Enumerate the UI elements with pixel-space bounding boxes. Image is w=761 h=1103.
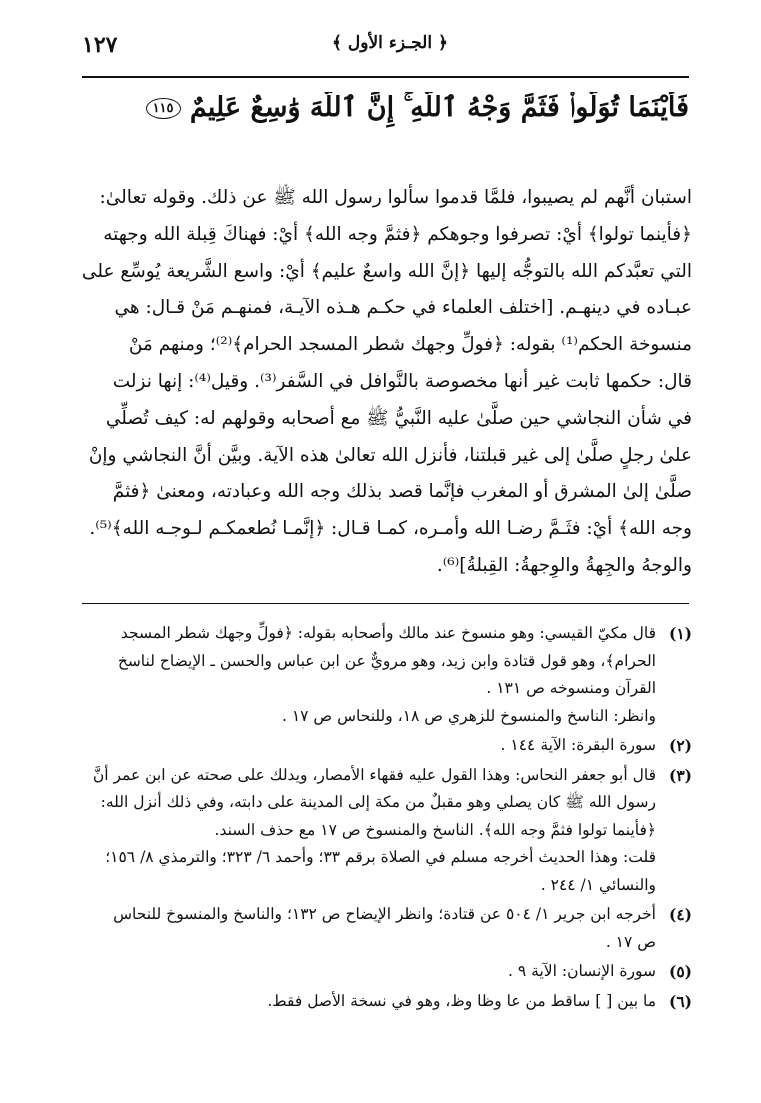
footnote — [82, 620, 692, 730]
verse-text: فَأَيْنَمَا تُوَلُّوا۟ فَثَمَّ وَجْهُ ٱللَّهِ ۚ إِنَّ ٱللَّهَ وَٰسِعٌ عَلِيمٌ — [189, 92, 689, 123]
footnote-body — [82, 901, 656, 956]
footnote-line: ﴿فأينما تولوا فثمَّ وجه الله﴾. الناسخ والمنسوخ ص ١٧ مع حذف السند. — [214, 820, 656, 839]
footnote-line: ص ١٧ . — [605, 932, 656, 951]
footnote-line: قال أبو جعفر النحاس: وهذا القول عليه فقهاء الأمصار، ويدلك على صحته عن ابن عمر أنَّ — [92, 765, 656, 784]
running-head: ﴿ الجـزء الأول ﴾ — [332, 33, 448, 53]
body-line: في شأن النجاشي حين صلَّىٰ عليه النَّبيُّ ﷺ مع أصحابه وقولهم له: كيف تُصلِّي — [105, 407, 692, 429]
body-line: استبان أنَّهم لم يصيبوا، فلمَّا قدموا سألوا رسول الله ﷺ عن ذلك. وقوله تعالىٰ: — [99, 187, 692, 208]
footnote — [82, 958, 692, 986]
footnote-body — [82, 988, 656, 1016]
header-divider — [82, 76, 689, 78]
footnote-number: (١) — [668, 624, 692, 643]
footnote-number: (٦) — [668, 991, 692, 1011]
quran-verse — [82, 92, 689, 140]
footnote — [82, 732, 692, 760]
footnote-divider — [82, 603, 689, 604]
footnote-line: وانظر: الناسخ والمنسوخ للزهري ص ١٨، وللنحاس ص ١٧ . — [281, 706, 656, 725]
footnote-line: أخرجه ابن جرير ١/ ٥٠٤ عن قتادة؛ وانظر الإيضاح ص ١٣٢؛ والناسخ والمنسوخ للنحاس — [113, 905, 656, 923]
body-line: عبـاده في دينهـم. [اختلف العلماء في حكـم هـذه الآيـة، فمنهـم مَنْ قـال: هي — [114, 297, 692, 319]
body-line: والوجهُ والجِهةُ والوِجهةُ: القِبلةُ]⁽⁶⁾. — [436, 554, 692, 576]
footnote-number: (٣) — [668, 765, 692, 785]
footnote-body — [82, 762, 656, 900]
footnote-number: (٤) — [668, 905, 692, 924]
footnote-number: (٥) — [668, 962, 692, 981]
footnote-line: قلت: وهذا الحديث أخرجه مسلم في الصلاة برقم ٣٣؛ وأحمد ٦/ ٣٢٣؛ والترمذي ٨/ ١٥٦؛ — [105, 848, 656, 866]
footnote-line: رسول الله ﷺ كان يصلي وهو مقبلٌ من مكة إلى المدينة على دابته، وفي ذلك أنزل الله: — [100, 793, 656, 811]
footnote — [82, 901, 692, 956]
footnote-number: (٢) — [668, 736, 692, 755]
footnote-line: والنسائي ١/ ٢٤٤ . — [540, 875, 656, 894]
footnote — [82, 988, 692, 1016]
footnote-body — [82, 732, 656, 760]
footnote-line: قال مكيّ القيسي: وهو منسوخ عند مالك وأصحابه بقوله: ﴿فولِّ وجهك شطر المسجد — [120, 624, 656, 642]
body-line: وجه الله﴾ أيْ: فثَـمَّ رضـا الله وأمـره، كمـا قـال: ﴿إنَّمـا نُطعمكـم لـوجـه الله﴾⁽⁵⁾. — [89, 518, 692, 540]
footnote-body — [82, 958, 656, 986]
footnotes — [82, 620, 692, 1017]
footnote-line: ما بين [ ] ساقط من عا وظا وظ، وهو في نسخة الأصل فقط. — [267, 991, 656, 1010]
footnote-body — [82, 620, 656, 730]
commentary-text — [80, 180, 692, 585]
footnote-line: سورة البقرة: الآية ١٤٤ . — [500, 736, 656, 754]
body-line: التي تعبَّدكم الله بالتوجُّه إليها ﴿إنَّ الله واسعٌ عليم﴾ أيْ: واسع الشَّريعة يُوسِّع على — [81, 260, 692, 282]
footnote-line: القرآن ومنسوخه ص ١٣١ . — [486, 679, 656, 697]
body-line: منسوخة الحكم⁽¹⁾ بقوله: ﴿فولِّ وجهك شطر المسجد الحرام﴾⁽²⁾؛ ومنهم مَنْ — [128, 334, 692, 356]
page-number: ١٢٧ — [82, 32, 118, 58]
body-line: قال: حكمها ثابت غير أنها مخصوصة بالنَّوافل في السَّفر⁽³⁾. وقيل⁽⁴⁾: إنها نزلت — [112, 370, 692, 392]
verse-number-marker: ١١٥ — [146, 98, 181, 119]
body-line: علىٰ رجلٍ صلَّىٰ إلى غير قبلتنا، فأنزل الله تعالىٰ هذه الآية. وبيَّن أنَّ النجاشي وإنْ — [88, 444, 692, 466]
footnote-line: سورة الإنسان: الآية ٩ . — [508, 962, 656, 980]
body-line: صلَّىٰ إلىٰ المشرق أو المغرب فإنَّما قصد بذلك وجه الله وعبادته، ومعنىٰ ﴿فثمَّ — [112, 481, 692, 503]
body-line: ﴿فأينما تولوا﴾ أيْ: تصرفوا وجوهكم ﴿فثمَّ وجه الله﴾ أيْ: فهناكَ قِبلة الله وجهته — [103, 223, 692, 245]
footnote-line: الحرام﴾، وهو قول قتادة وابن زيد، وهو مرويٌّ عن ابن عباس والحسن ـ الإيضاح لناسخ — [117, 651, 656, 670]
footnote — [82, 762, 692, 900]
